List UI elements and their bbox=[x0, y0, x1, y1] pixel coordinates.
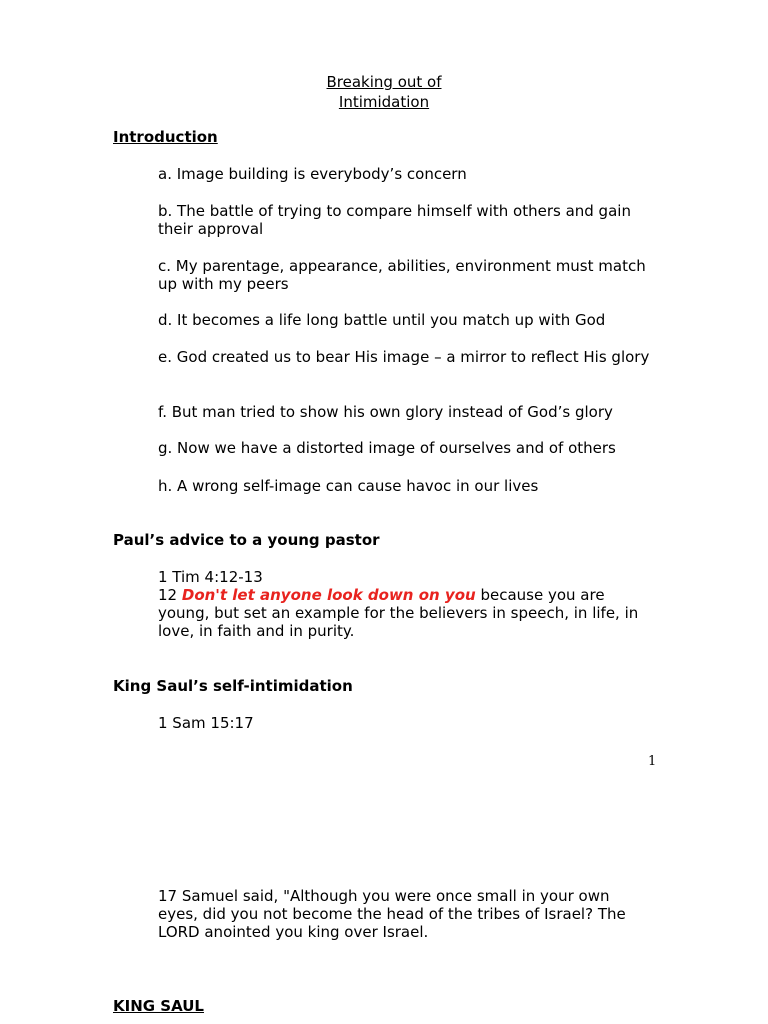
document-title-line-1: Breaking out of bbox=[326, 73, 442, 91]
verse-highlight: Don't let anyone look down on you bbox=[181, 586, 476, 604]
document-title-line-2: Intimidation bbox=[338, 93, 430, 111]
intro-item-a: a. Image building is everybody’s concern bbox=[158, 165, 467, 183]
intro-item-c: c. My parentage, appearance, abilities, environment must match up with my peers bbox=[158, 257, 646, 293]
verse-number: 12 bbox=[158, 586, 178, 604]
verse-rest: because you are young, but set an example for the believers in speech, in life, in love, in faith and in purity. bbox=[158, 586, 639, 640]
paul-advice-heading: Paul’s advice to a young pastor bbox=[113, 531, 380, 549]
introduction-heading: Introduction bbox=[113, 128, 218, 146]
page-number: 1 bbox=[648, 754, 657, 769]
intro-item-b: b. The battle of trying to compare himself with others and gain their approval bbox=[158, 202, 631, 238]
samuel-verse: 17 Samuel said, "Although you were once small in your own eyes, did you not become the head of the tribes of Israel? The LORD anointed you king over Israel. bbox=[158, 887, 626, 941]
tim-reference: 1 Tim 4:12-13 bbox=[158, 568, 263, 586]
saul-heading: King Saul’s self-intimidation bbox=[113, 677, 353, 695]
intro-item-g: g. Now we have a distorted image of ourselves and of others bbox=[158, 439, 616, 457]
king-saul-heading: KING SAUL bbox=[113, 997, 204, 1015]
intro-item-e: e. God created us to bear His image – a mirror to reflect His glory bbox=[158, 348, 650, 366]
sam-reference: 1 Sam 15:17 bbox=[158, 714, 254, 732]
intro-item-d: d. It becomes a life long battle until you match up with God bbox=[158, 311, 606, 329]
intro-item-h: h. A wrong self-image can cause havoc in our lives bbox=[158, 477, 539, 495]
intro-item-f: f. But man tried to show his own glory instead of God’s glory bbox=[158, 403, 613, 421]
tim-verse bbox=[158, 586, 658, 640]
